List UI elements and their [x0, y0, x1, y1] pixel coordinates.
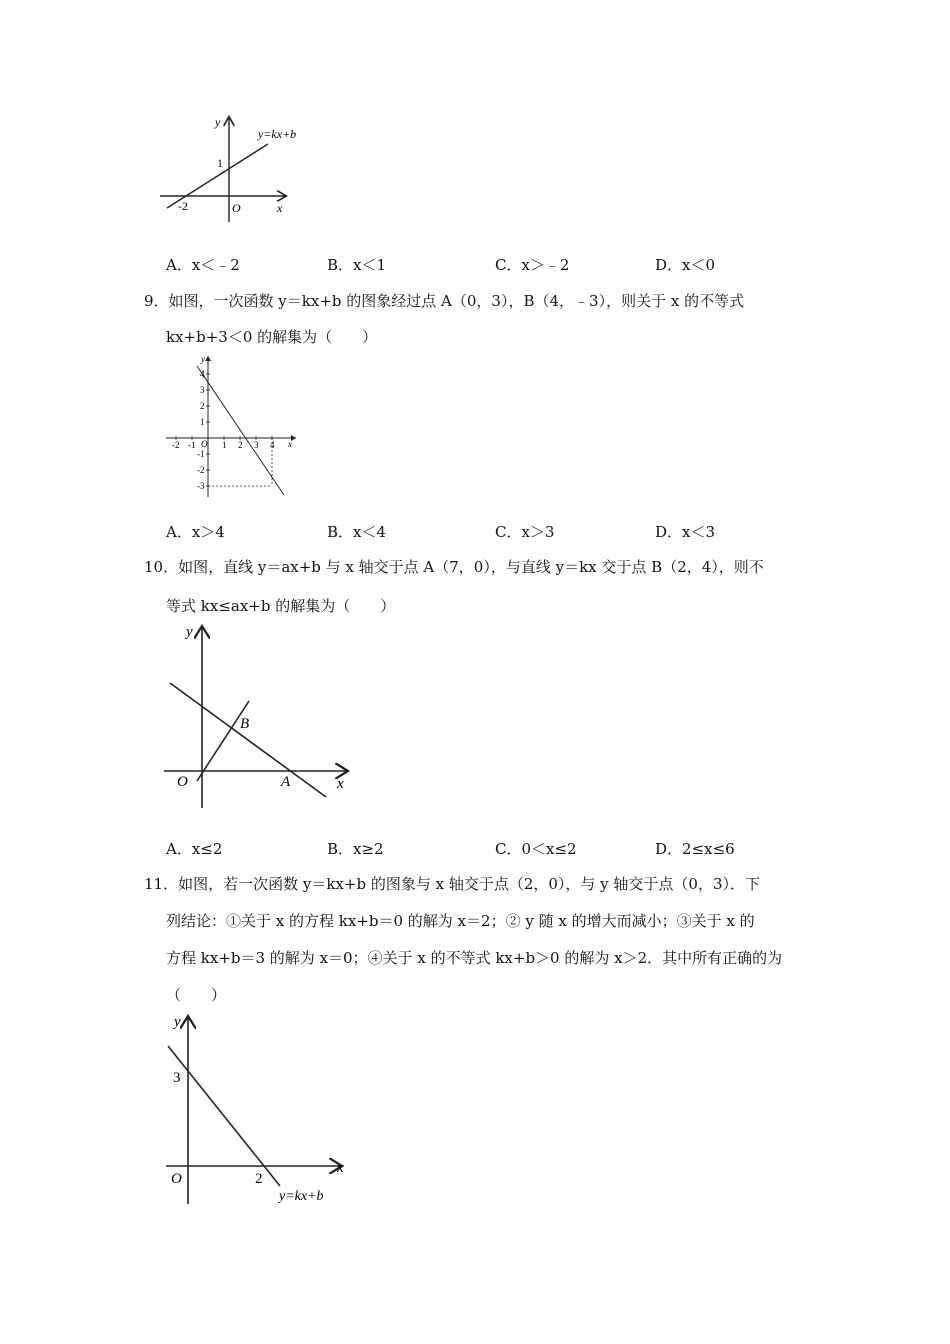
q8-origin: O — [232, 201, 241, 215]
q8-graph — [155, 110, 315, 225]
q9-xtick-1: 1 — [222, 440, 227, 450]
q9-option-d[interactable]: D．x＜3 — [655, 523, 716, 541]
q11-x-label: x — [337, 1160, 344, 1176]
q8-y-label: y — [215, 115, 221, 129]
q9-x-label: x — [288, 439, 292, 449]
q10-graph — [160, 618, 360, 813]
q9-ytick-neg1: -1 — [197, 449, 205, 459]
q8-option-a[interactable]: A．x＜﹣2 — [166, 256, 240, 274]
q11-graph — [160, 1010, 360, 1210]
q9-text-line1: 9．如图，一次函数 y＝kx+b 的图象经过点 A（0，3），B（4，﹣3），则关于 x 的不等式 — [144, 292, 745, 310]
q9-ticks — [176, 374, 272, 486]
q9-xtick-neg1: -1 — [188, 440, 196, 450]
q9-xtick-neg2: -2 — [172, 440, 180, 450]
q9-option-a[interactable]: A．x＞4 — [166, 523, 225, 541]
q9-option-b[interactable]: B．x＜4 — [327, 523, 387, 541]
q11-text-line1: 11．如图，若一次函数 y＝kx+b 的图象与 x 轴交于点（2，0），与 y 轴交于点（0，3）．下 — [144, 875, 760, 893]
q9-xtick-3: 3 — [254, 440, 259, 450]
q8-tick-neg2: -2 — [178, 199, 188, 213]
q11-line-label: y=kx+b — [279, 1189, 324, 1204]
q9-ytick-neg2: -2 — [197, 465, 205, 475]
q8-option-b[interactable]: B．x＜1 — [327, 256, 387, 274]
q9-ytick-neg3: -3 — [197, 481, 205, 491]
q10-line-kx — [197, 701, 249, 781]
q8-line-label: y=kx+b — [258, 127, 297, 141]
q11-text-line3: 方程 kx+b＝3 的解为 x＝0；④关于 x 的不等式 kx+b＞0 的解为 x＞2．其中所有正确的为 — [166, 949, 783, 967]
q9-xtick-4: 4 — [270, 440, 275, 450]
q10-line-ax-b — [170, 683, 326, 797]
q9-xtick-2: 2 — [238, 440, 243, 450]
q11-text-line2: 列结论：①关于 x 的方程 kx+b＝0 的解为 x＝2；② y 随 x 的增大而减小；③关于 x 的 — [166, 912, 755, 930]
q10-point-b: B — [240, 716, 250, 732]
q8-option-c[interactable]: C．x＞﹣2 — [495, 256, 570, 274]
q10-text-line1: 10．如图，直线 y＝ax+b 与 x 轴交于点 A（7，0），与直线 y＝kx 交于点 B（2，4），则不 — [144, 558, 764, 576]
q9-line — [197, 366, 284, 495]
q9-origin: O — [201, 439, 208, 449]
q10-option-c[interactable]: C．0＜x≤2 — [495, 840, 577, 858]
q9-ytick-1: 1 — [200, 417, 205, 427]
q9-option-c[interactable]: C．x＞3 — [495, 523, 555, 541]
q11-text-line4: （ ） — [166, 986, 227, 1004]
q11-y-label: y — [174, 1014, 181, 1030]
q11-tick-3: 3 — [173, 1070, 181, 1086]
q9-ytick-4: 4 — [200, 369, 205, 379]
q10-point-a: A — [281, 774, 291, 790]
q10-origin: O — [177, 774, 188, 790]
q9-graph — [160, 352, 305, 502]
q9-ytick-3: 3 — [200, 385, 205, 395]
q10-option-d[interactable]: D．2≤x≤6 — [655, 840, 735, 858]
q10-text-line2: 等式 kx≤ax+b 的解集为（ ） — [166, 597, 396, 615]
q10-option-a[interactable]: A．x≤2 — [166, 840, 223, 858]
q9-ytick-2: 2 — [200, 401, 205, 411]
q8-tick-1: 1 — [217, 156, 223, 170]
q11-line — [168, 1046, 280, 1186]
q11-origin: O — [171, 1171, 182, 1187]
q10-option-b[interactable]: B．x≥2 — [327, 840, 384, 858]
q10-y-label: y — [186, 624, 193, 640]
q11-tick-2: 2 — [255, 1171, 263, 1187]
q9-text-line2: kx+b+3＜0 的解集为（ ） — [166, 328, 378, 346]
q8-x-label: x — [277, 201, 283, 215]
q9-y-label: y — [201, 354, 205, 364]
q8-option-d[interactable]: D．x＜0 — [655, 256, 716, 274]
q10-x-label: x — [337, 776, 344, 792]
